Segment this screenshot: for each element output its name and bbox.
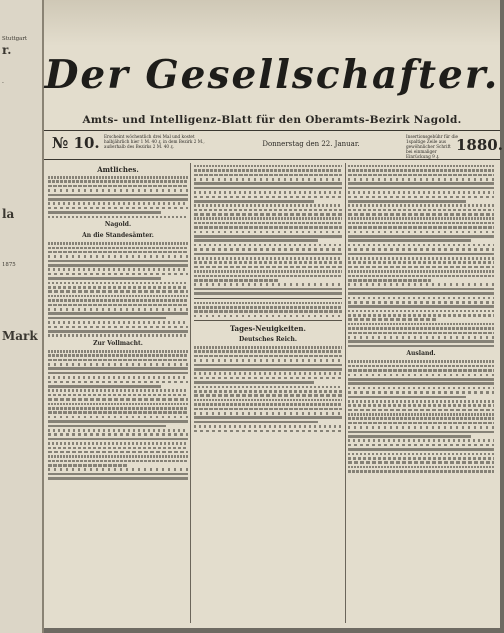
text-line — [194, 279, 278, 282]
text-line — [48, 425, 166, 428]
text-line — [48, 376, 188, 379]
text-line — [48, 451, 188, 454]
body-text-block — [48, 350, 188, 480]
text-line — [194, 275, 342, 278]
text-line — [194, 377, 342, 380]
text-line — [48, 411, 188, 414]
text-line — [348, 417, 494, 420]
text-line — [48, 277, 161, 280]
text-line — [348, 466, 494, 469]
text-line — [48, 242, 188, 245]
text-line — [48, 464, 128, 467]
text-line — [348, 413, 494, 416]
section-heading: Deutsches Reich. — [238, 336, 298, 344]
section-heading: Ausland. — [406, 350, 436, 358]
text-line — [348, 310, 494, 313]
text-line — [194, 231, 342, 234]
text-line — [194, 169, 342, 172]
text-line — [348, 288, 494, 291]
text-line — [48, 326, 188, 329]
text-line — [194, 178, 342, 181]
text-line — [194, 226, 342, 229]
text-line — [48, 385, 161, 388]
masthead-title: Der Gesellschafter. — [44, 52, 500, 98]
text-line — [348, 305, 494, 308]
text-line — [48, 438, 188, 441]
text-line — [348, 231, 494, 234]
text-line — [48, 295, 188, 298]
text-line — [48, 394, 188, 397]
text-line — [348, 400, 494, 403]
section-heading: Nagold. — [104, 221, 132, 229]
insertion-notice: Insertionsgebühr für die 1spaltige Zeile aus gewöhnlicher Schrift bei einmaliger Einrückung 9 ₰. — [406, 134, 459, 159]
text-line — [48, 189, 188, 192]
text-line — [48, 176, 188, 179]
text-line — [194, 196, 342, 199]
text-line — [194, 359, 342, 362]
text-line — [348, 382, 494, 385]
text-line — [348, 239, 471, 242]
column-rule — [345, 163, 346, 623]
text-line — [348, 387, 494, 390]
text-line — [194, 239, 318, 242]
text-line — [348, 461, 494, 464]
text-line — [48, 202, 188, 205]
text-line — [348, 470, 494, 473]
text-line — [348, 204, 494, 207]
text-line — [348, 222, 494, 225]
text-line — [48, 442, 188, 445]
text-line — [48, 216, 188, 219]
text-line — [348, 345, 494, 348]
text-line — [48, 264, 188, 267]
text-line — [48, 433, 188, 436]
text-line — [194, 310, 342, 313]
text-line — [348, 283, 494, 286]
text-line — [348, 435, 471, 438]
text-line — [348, 196, 494, 199]
text-line — [194, 213, 342, 216]
section-heading: Zur Vollmacht. — [93, 339, 143, 347]
text-line — [48, 194, 188, 197]
text-line — [348, 235, 494, 238]
text-line — [48, 447, 188, 450]
side-fragment-text: - — [2, 80, 4, 86]
text-line — [194, 222, 342, 225]
text-line — [48, 398, 188, 401]
text-line — [194, 302, 342, 305]
text-line — [194, 355, 342, 358]
text-line — [194, 191, 342, 194]
text-line — [194, 381, 314, 384]
text-line — [48, 473, 188, 476]
text-line — [194, 394, 342, 397]
text-line — [194, 187, 342, 190]
text-line — [348, 191, 494, 194]
boxed-notice — [194, 298, 342, 321]
text-line — [194, 386, 342, 389]
newspaper-page — [44, 0, 503, 628]
text-line — [194, 372, 342, 375]
column-1 — [48, 163, 188, 623]
text-line — [194, 292, 342, 295]
text-line — [194, 412, 342, 415]
section-heading: Amtliches. — [97, 165, 139, 174]
text-line — [48, 330, 188, 333]
body-text-block — [194, 346, 342, 432]
text-line — [348, 404, 494, 407]
text-line — [48, 290, 188, 293]
text-line — [48, 334, 188, 337]
text-line — [194, 416, 342, 419]
text-line — [348, 182, 494, 185]
text-line — [48, 198, 188, 201]
text-line — [348, 327, 494, 330]
text-line — [194, 283, 342, 286]
text-line — [194, 244, 342, 247]
text-line — [194, 430, 342, 433]
side-fragment-text: Mark — [2, 329, 38, 343]
text-line — [48, 180, 188, 183]
text-line — [194, 346, 342, 349]
text-line — [348, 448, 494, 451]
column-rule — [190, 163, 191, 623]
text-line — [348, 340, 494, 343]
text-line — [348, 457, 494, 460]
text-line — [348, 200, 466, 203]
text-line — [48, 455, 188, 458]
text-line — [348, 297, 494, 300]
text-line — [194, 217, 342, 220]
text-line — [194, 350, 342, 353]
text-line — [348, 336, 494, 339]
text-line — [194, 253, 342, 256]
text-line — [194, 261, 342, 264]
text-line — [194, 248, 342, 251]
text-line — [194, 266, 342, 269]
text-line — [348, 187, 494, 190]
text-line — [194, 288, 342, 291]
text-line — [48, 312, 188, 315]
text-line — [48, 420, 188, 423]
issue-year: 1880. — [456, 136, 503, 154]
text-line — [48, 185, 188, 188]
text-line — [194, 204, 342, 207]
text-line — [348, 369, 494, 372]
issue-number: № 10. — [52, 134, 100, 152]
issue-date: Donnerstag den 22. Januar. — [262, 140, 360, 148]
text-line — [48, 321, 188, 324]
text-line — [48, 403, 188, 406]
text-line — [348, 378, 494, 381]
text-line — [348, 444, 494, 447]
text-line — [194, 315, 342, 318]
text-line — [48, 255, 188, 258]
text-line — [348, 439, 494, 442]
text-line — [48, 282, 188, 285]
text-line — [194, 200, 314, 203]
text-line — [48, 251, 188, 254]
text-line — [48, 304, 188, 307]
text-line — [348, 226, 494, 229]
text-line — [194, 165, 342, 168]
text-line — [194, 209, 342, 212]
text-line — [348, 314, 494, 317]
text-line — [348, 270, 494, 273]
text-line — [48, 308, 188, 311]
text-line — [48, 260, 188, 263]
text-line — [348, 217, 494, 220]
text-line — [348, 332, 494, 335]
text-line — [48, 460, 188, 463]
text-line — [194, 235, 342, 238]
text-line — [48, 416, 188, 419]
body-text-block — [348, 360, 494, 472]
text-line — [194, 174, 342, 177]
text-line — [348, 275, 494, 278]
column-3 — [348, 163, 494, 623]
text-line — [48, 367, 188, 370]
text-line — [48, 273, 188, 276]
text-line — [194, 421, 318, 424]
text-line — [48, 363, 188, 366]
section-heading: Tages-Neuigkeiten. — [230, 324, 306, 334]
text-line — [194, 368, 342, 371]
text-line — [348, 431, 494, 434]
text-line — [48, 286, 188, 289]
text-line — [348, 174, 494, 177]
text-line — [348, 261, 494, 264]
text-line — [48, 354, 188, 357]
masthead-subtitle: Amts- und Intelligenz-Blatt für den Oberamts-Bezirk Nagold. — [82, 114, 462, 126]
text-line — [348, 360, 494, 363]
text-line — [194, 403, 342, 406]
text-line — [194, 408, 342, 411]
text-line — [194, 390, 342, 393]
text-line — [194, 182, 342, 185]
body-text-block — [48, 176, 188, 218]
body-text-block — [194, 165, 342, 295]
text-line — [348, 396, 466, 399]
text-line — [348, 244, 494, 247]
text-line — [348, 409, 494, 412]
text-line — [194, 257, 342, 260]
text-line — [48, 317, 166, 320]
text-line — [48, 429, 188, 432]
text-line — [348, 374, 494, 377]
body-text-block — [348, 165, 494, 348]
text-line — [48, 372, 188, 375]
section-heading: An die Standesämter. — [82, 232, 154, 240]
text-line — [348, 292, 494, 295]
text-line — [48, 247, 188, 250]
text-line — [194, 425, 342, 428]
text-line — [348, 253, 494, 256]
text-line — [48, 268, 188, 271]
text-line — [348, 391, 494, 394]
text-line — [48, 299, 188, 302]
text-line — [194, 364, 342, 367]
text-line — [48, 350, 188, 353]
text-line — [348, 169, 494, 172]
body-text-block — [48, 242, 188, 337]
side-fragment-text: la — [2, 207, 15, 221]
text-line — [48, 477, 188, 480]
column-2 — [194, 163, 342, 623]
text-line — [48, 211, 161, 214]
text-line — [48, 207, 188, 210]
side-fragment-text: 1875 — [2, 262, 16, 268]
issue-info-bar — [44, 130, 503, 160]
subscription-notice: Erscheint wöchentlich drei Mal und kostet halbjährlich hier 1 M. 40 ₰, in dem Bezirk 2 M., außerhalb des Bezirks 2 M. 40 ₰. — [104, 134, 205, 149]
text-line — [48, 389, 188, 392]
text-line — [348, 209, 494, 212]
side-fragment-text: r. — [2, 43, 12, 57]
text-line — [348, 248, 494, 251]
text-line — [348, 301, 494, 304]
text-line — [194, 399, 342, 402]
text-line — [48, 381, 188, 384]
text-line — [348, 365, 494, 368]
text-line — [348, 279, 431, 282]
text-line — [348, 426, 494, 429]
text-line — [348, 266, 494, 269]
text-line — [348, 323, 494, 326]
text-line — [348, 257, 494, 260]
text-line — [194, 306, 342, 309]
text-line — [48, 468, 188, 471]
text-line — [348, 178, 494, 181]
text-line — [348, 453, 494, 456]
paper-edge — [44, 0, 500, 46]
text-line — [348, 422, 494, 425]
text-line — [48, 407, 188, 410]
side-fragment-text: Stuttgart — [2, 36, 28, 42]
text-line — [348, 165, 494, 168]
text-line — [48, 359, 188, 362]
adjacent-page-fragment — [0, 0, 44, 633]
text-line — [348, 318, 436, 321]
text-line — [348, 213, 494, 216]
text-line — [194, 270, 342, 273]
